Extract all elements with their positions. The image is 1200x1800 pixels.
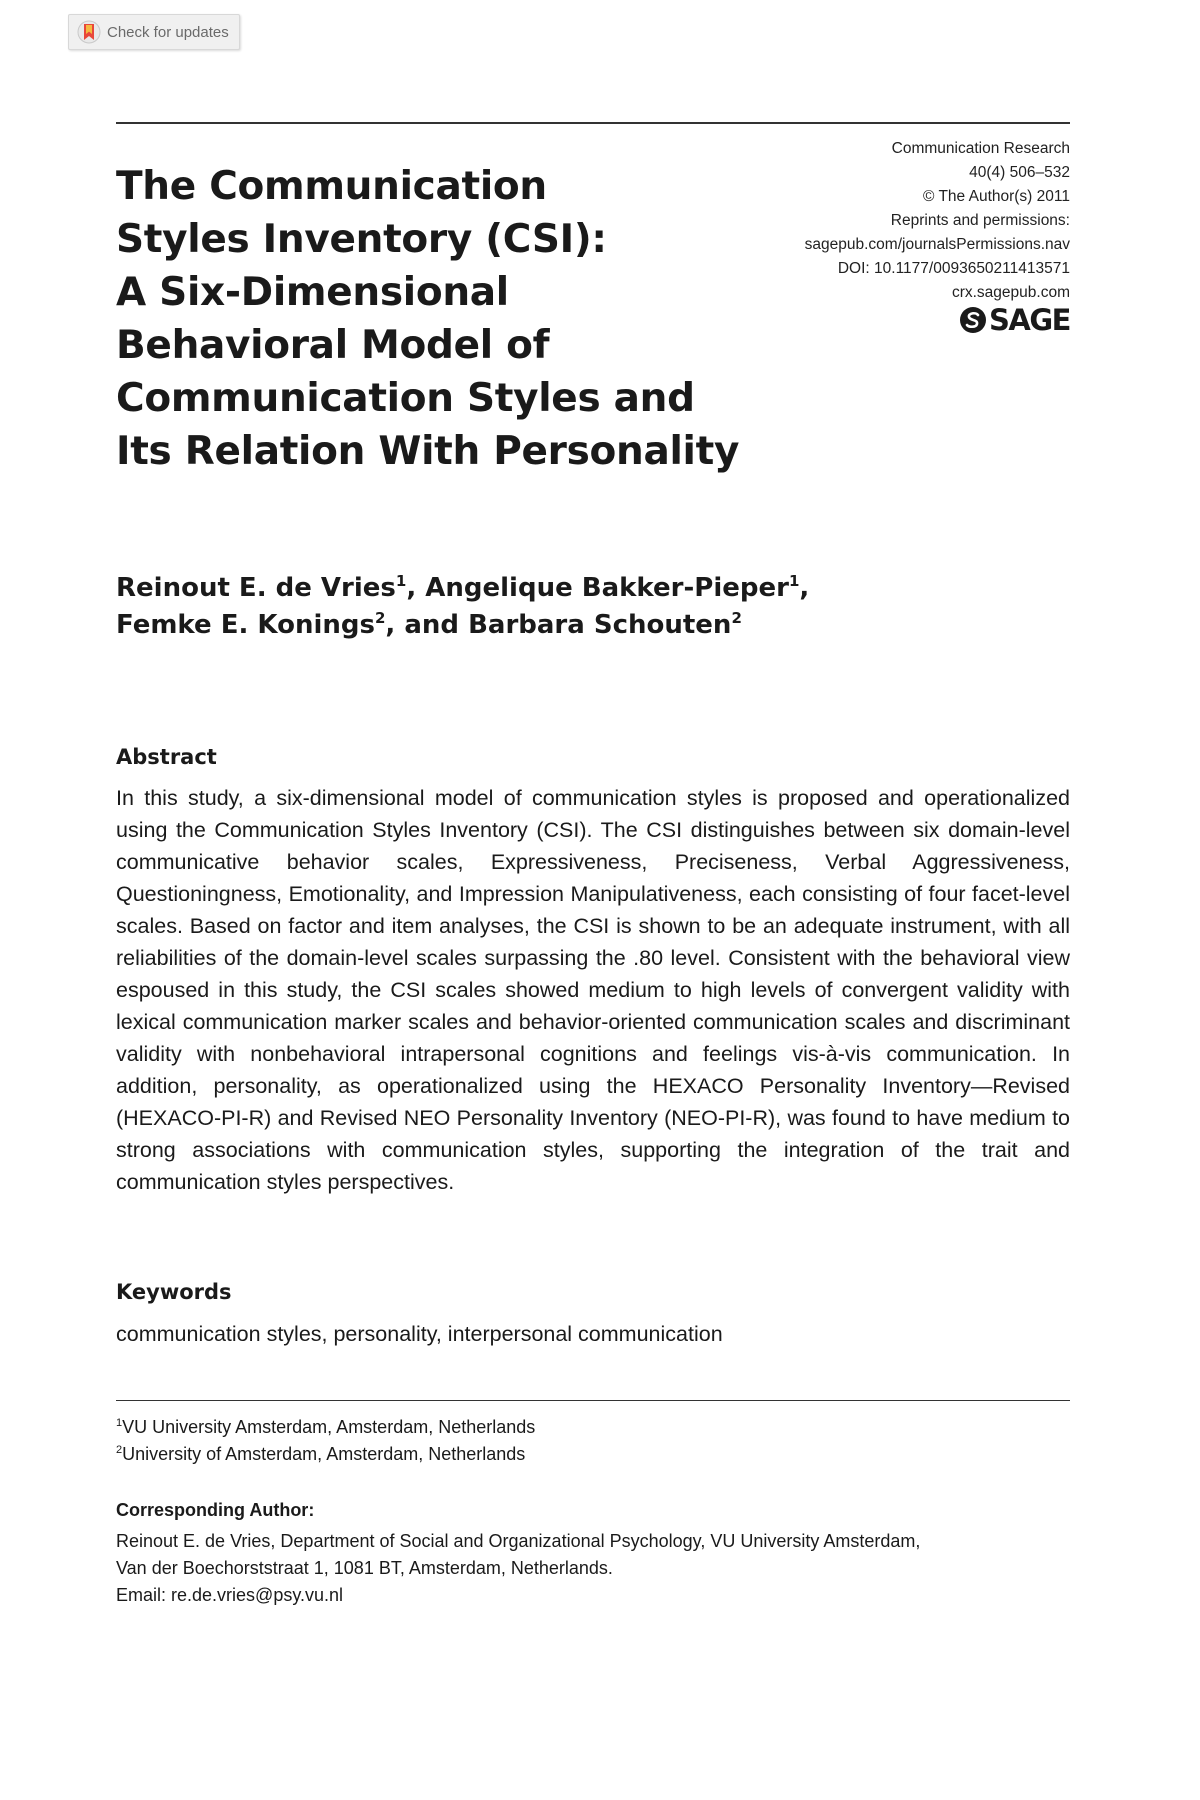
journal-info xyxy=(710,137,1070,305)
author-list xyxy=(116,570,1016,644)
author-separator: , xyxy=(406,573,426,603)
author-name: Femke E. Konings xyxy=(116,610,375,640)
affiliation-item xyxy=(116,1441,1070,1468)
affiliation-item xyxy=(116,1414,1070,1441)
author-affil-mark: 1 xyxy=(395,572,407,590)
affiliation-text: VU University Amsterdam, Amsterdam, Netherlands xyxy=(122,1417,536,1437)
corresponding-author xyxy=(116,1528,1070,1609)
affiliation-number: 2 xyxy=(116,1444,123,1456)
title-line: The Communication xyxy=(116,164,547,209)
corresponding-email[interactable]: Email: re.de.vries@psy.vu.nl xyxy=(116,1585,344,1605)
header-rule xyxy=(116,122,1070,124)
journal-volume: 40(4) 506–532 xyxy=(969,164,1070,181)
title-line: Communication Styles and xyxy=(116,376,695,421)
crossmark-bookmark-icon xyxy=(77,20,101,44)
journal-name: Communication Research xyxy=(891,140,1070,157)
journal-site-link[interactable]: crx.sagepub.com xyxy=(951,284,1070,301)
author-name: Reinout E. de Vries xyxy=(116,573,396,603)
article-title xyxy=(116,160,756,478)
permissions-link[interactable]: sagepub.com/journalsPermissions.nav xyxy=(804,236,1070,253)
author-affil-mark: 2 xyxy=(731,609,742,627)
title-line: Behavioral Model of xyxy=(116,323,550,368)
author-affil-mark: 2 xyxy=(374,609,386,627)
author-separator: , xyxy=(799,573,810,603)
footnote-rule xyxy=(116,1400,1070,1401)
reprints-label: Reprints and permissions: xyxy=(890,212,1070,229)
keywords-heading: Keywords xyxy=(116,1280,232,1304)
affiliation-number: 1 xyxy=(116,1417,123,1429)
sage-logo-icon xyxy=(959,306,987,334)
sage-logo xyxy=(959,305,1070,335)
keywords-text: communication styles, personality, interpersonal communication xyxy=(116,1322,723,1346)
title-line: Styles Inventory (CSI): xyxy=(116,217,607,262)
author-separator: , and xyxy=(385,610,469,640)
author-name: Angelique Bakker-Pieper xyxy=(425,573,789,603)
author-affil-mark: 1 xyxy=(788,572,800,590)
copyright: © The Author(s) 2011 xyxy=(923,188,1070,205)
corresponding-address-line: Van der Boechorststraat 1, 1081 BT, Amsterdam, Netherlands. xyxy=(116,1558,613,1578)
corresponding-author-heading: Corresponding Author: xyxy=(116,1500,315,1520)
author-name: Barbara Schouten xyxy=(468,610,732,640)
title-line: A Six-Dimensional xyxy=(116,270,509,315)
doi[interactable]: DOI: 10.1177/0093650211413571 xyxy=(837,260,1070,277)
check-for-updates-label: Check for updates xyxy=(107,23,229,41)
check-for-updates-button[interactable] xyxy=(68,14,240,50)
sage-logo-text: SAGE xyxy=(989,303,1070,337)
abstract-heading: Abstract xyxy=(116,745,217,769)
affiliations xyxy=(116,1414,1070,1468)
affiliation-text: University of Amsterdam, Amsterdam, Netherlands xyxy=(122,1444,526,1464)
abstract-text: In this study, a six-dimensional model of communication styles is proposed and operationalized using the Communication Styles Inventory (CSI). The CSI distinguishes between six domain-level communicative behavior scales, Expressiveness, Preciseness, Verbal Aggressiveness, Questioningness, Emotionality, and Impression Manipulativeness, each consisting of four facet-level scales. Based on factor and item analyses, the CSI is shown to be an adequate instrument, with all reliabilities of the domain-level scales surpassing the .80 level. Consistent with the behavioral view espoused in this study, the CSI scales showed medium to high levels of convergent validity with lexical communication marker scales and behavior-oriented communication scales and discriminant validity with nonbehavioral intrapersonal cognitions and feelings vis-à-vis communication. In addition, personality, as operationalized using the HEXACO Personality Inventory—Revised (HEXACO-PI-R) and Revised NEO Personality Inventory (NEO-PI-R), was found to have medium to strong associations with communication styles, supporting the integration of the trait and communication styles perspectives. xyxy=(116,786,1070,1194)
title-line: Its Relation With Personality xyxy=(116,429,740,474)
corresponding-address-line: Reinout E. de Vries, Department of Social and Organizational Psychology, VU University Amsterdam, xyxy=(116,1531,921,1551)
